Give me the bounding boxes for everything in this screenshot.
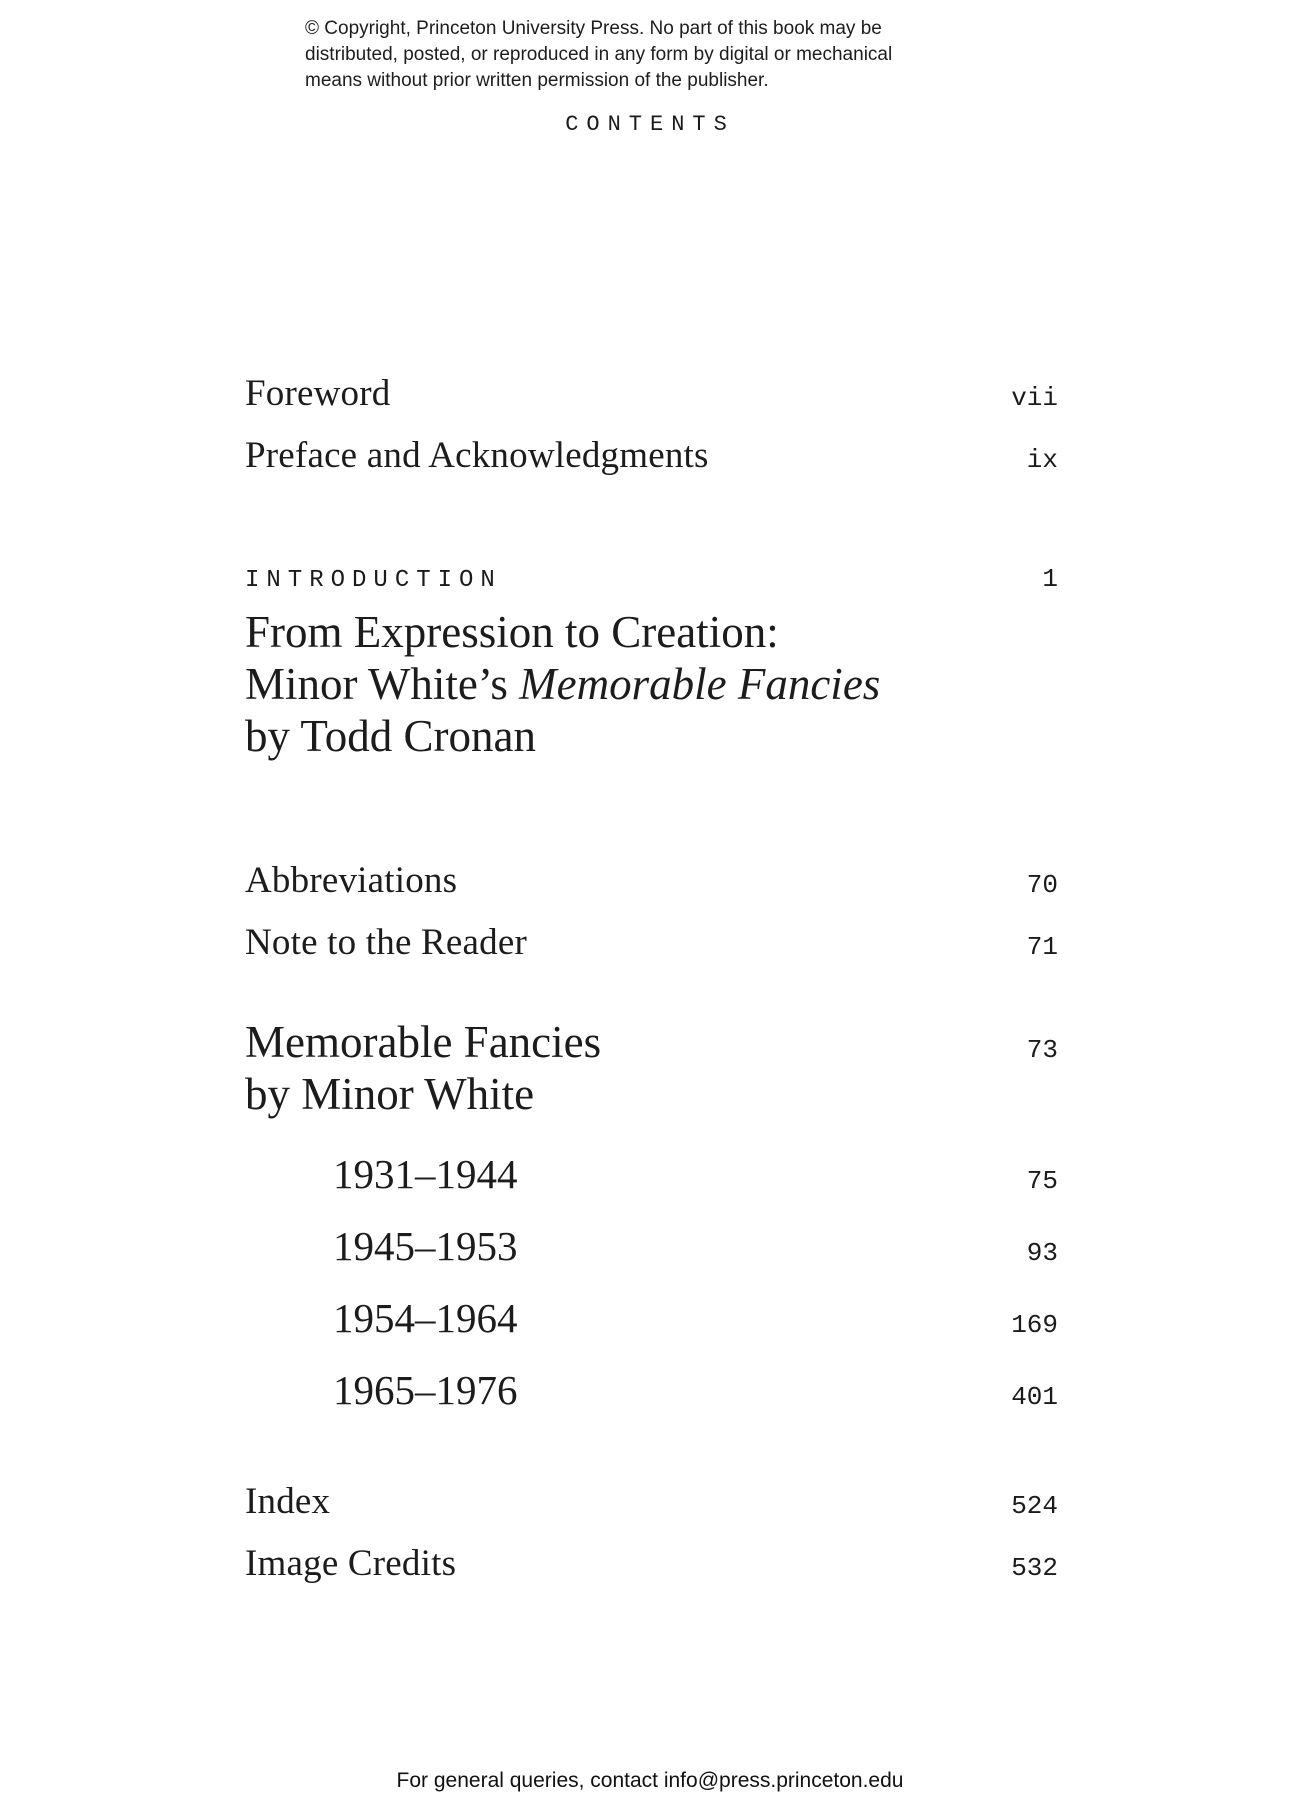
toc-row-note-to-reader — [245, 924, 1058, 961]
toc-chapter-label: 1931–1944 — [333, 1151, 518, 1197]
toc-page-number: 524 — [1011, 1491, 1058, 1521]
toc-introduction-title-block — [245, 606, 1058, 762]
toc-page-number: ix — [1026, 445, 1058, 475]
introduction-title-italic: Memorable Fancies — [519, 659, 881, 709]
toc-entry-label: Note to the Reader — [245, 922, 528, 963]
main-work-title: Memorable Fancies — [245, 1017, 602, 1067]
toc-page-number: 71 — [1026, 932, 1058, 962]
introduction-title-roman: Minor White’s — [245, 659, 520, 709]
introduction-title-line-1: From Expression to Creation: — [245, 607, 779, 657]
toc-row-foreword — [245, 375, 1058, 412]
toc-row-image-credits — [245, 1545, 1058, 1582]
toc-page-number: 401 — [1011, 1382, 1058, 1412]
toc-entry-label: Preface and Acknowledgments — [245, 435, 709, 476]
toc-page-number: 532 — [1011, 1553, 1058, 1583]
toc-chapter-label: 1954–1964 — [333, 1295, 518, 1341]
toc-row-abbreviations — [245, 862, 1058, 899]
toc-main-work-block — [245, 1016, 1058, 1120]
introduction-byline: by Todd Cronan — [245, 711, 537, 761]
copyright-notice — [305, 16, 892, 94]
toc-page-number: 73 — [1026, 1035, 1058, 1065]
toc-chapter-label: 1945–1953 — [333, 1223, 518, 1269]
toc-page-number: 70 — [1026, 870, 1058, 900]
toc-page-number: 75 — [1026, 1166, 1058, 1196]
toc-entry-label: Foreword — [245, 373, 391, 414]
copyright-line: © Copyright, Princeton University Press. No part of this book may be — [305, 18, 882, 39]
toc-row-introduction — [245, 566, 1058, 593]
toc-row-memorable-fancies — [245, 1016, 1058, 1068]
toc-row-1945-1953 — [245, 1223, 1058, 1269]
page-title: CONTENTS — [565, 112, 735, 137]
copyright-line: means without prior written permission of the publisher. — [305, 70, 769, 91]
copyright-line: distributed, posted, or reproduced in any form by digital or mechanical — [305, 44, 893, 65]
toc-row-1965-1976 — [245, 1367, 1058, 1413]
footer-contact-line: For general queries, contact info@press.princeton.edu — [396, 1769, 904, 1792]
toc-page-number: 1 — [1042, 564, 1058, 594]
toc-row-1954-1964 — [245, 1295, 1058, 1341]
toc-row-1931-1944 — [245, 1151, 1058, 1197]
toc-section-eyebrow: INTRODUCTION — [245, 567, 502, 594]
toc-entry-label: Abbreviations — [245, 860, 458, 901]
toc-page-number: 93 — [1026, 1238, 1058, 1268]
toc-row-index — [245, 1483, 1058, 1520]
introduction-title-line-2 — [245, 658, 1058, 710]
toc-entry-label: Index — [245, 1481, 331, 1522]
toc-page-number: vii — [1011, 383, 1058, 413]
toc-chapter-label: 1965–1976 — [333, 1367, 518, 1413]
toc-entry-label: Image Credits — [245, 1543, 457, 1584]
toc-page-number: 169 — [1011, 1310, 1058, 1340]
main-work-byline: by Minor White — [245, 1069, 535, 1119]
toc-row-preface — [245, 437, 1058, 474]
